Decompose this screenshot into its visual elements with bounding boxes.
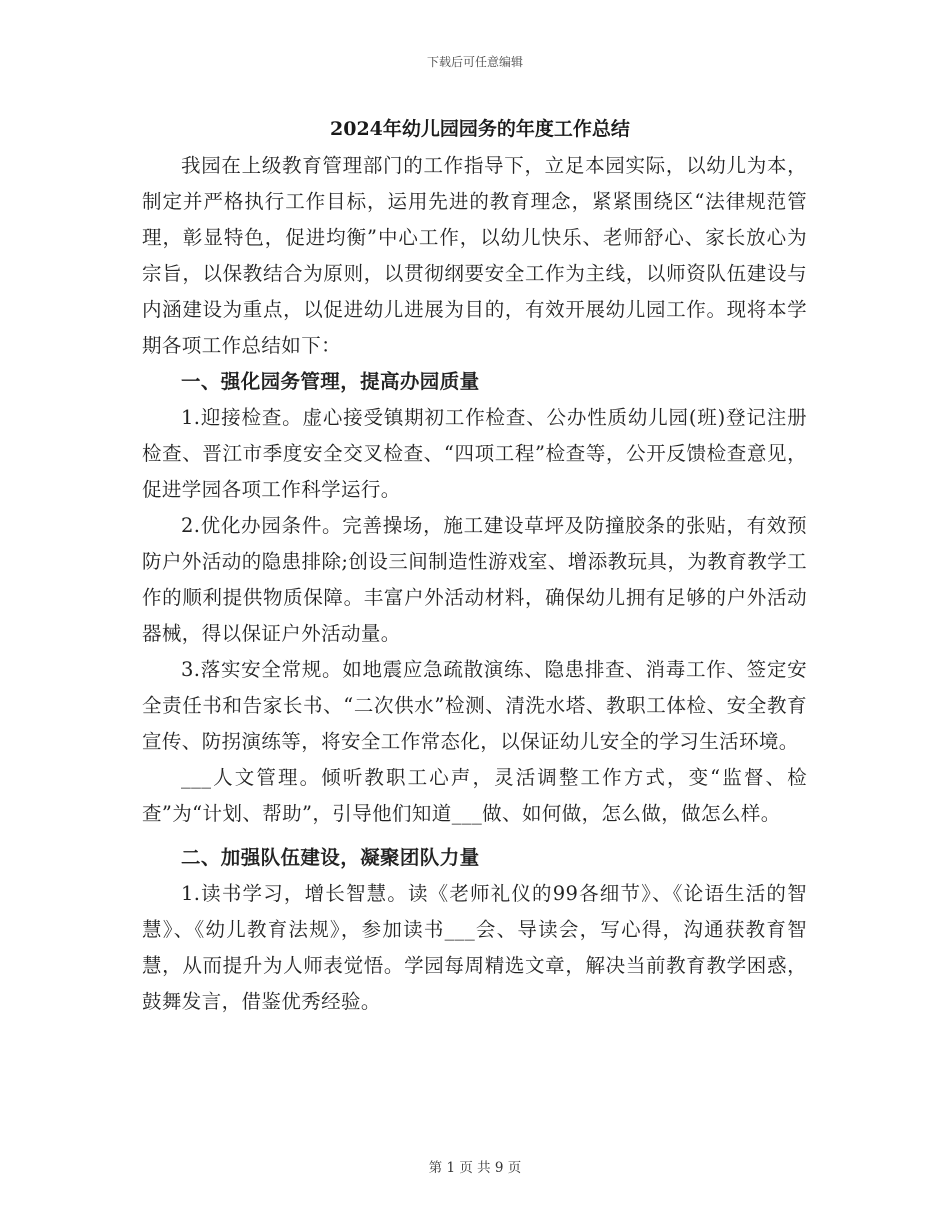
document-body [142,114,807,1020]
page-header-note: 下载后可任意编辑 [426,55,523,69]
section1-paragraph-2: 2.优化办园条件。完善操场，施工建设草坪及防撞胶条的张贴，有效预防户外活动的隐患排除;创设三间制造性游戏室、增添教玩具，为教育教学工作的顺利提供物质保障。丰富户外活动材料，确保幼儿拥有足够的户外活动器械，得以保证户外活动量。 [142,514,807,645]
document-title: 2024年幼儿园园务的年度工作总结 [330,118,630,140]
section1-paragraph-3: 3.落实安全常规。如地震应急疏散演练、隐患排查、消毒工作、签定安全责任书和告家长书、“二次供水”检测、清洗水塔、教职工体检、安全教育宣传、防拐演练等，将安全工作常态化，以保证幼儿安全的学习生活环境。 [142,658,807,753]
intro-paragraph: 我园在上级教育管理部门的工作指导下，立足本园实际，以幼儿为本，制定并严格执行工作目标，运用先进的教育理念，紧紧围绕区“法律规范管理，彰显特色，促进均衡”中心工作，以幼儿快乐、老师舒心、家长放心为宗旨，以保教结合为原则，以贯彻纲要安全工作为主线，以师资队伍建设与内涵建设为重点，以促进幼儿进展为目的，有效开展幼儿园工作。现将本学期各项工作总结如下： [142,154,807,357]
page-footer-number: 第 1 页 共 9 页 [428,1160,522,1176]
section1-paragraph-1: 1.迎接检查。虚心接受镇期初工作检查、公办性质幼儿园(班)登记注册检查、晋江市季度安全交叉检查、“四项工程”检查等，公开反馈检查意见，促进学园各项工作科学运行。 [142,406,807,501]
section1-paragraph-4: ___人文管理。倾听教职工心声，灵活调整工作方式，变“监督、检查”为“计划、帮助”，引导他们知道___做、如何做，怎么做，做怎么样。 [142,766,807,825]
section2-heading: 二、加强队伍建设，凝聚团队力量 [181,846,480,869]
section2-paragraph-1: 1.读书学习，增长智慧。读《老师礼仪的99各细节》、《论语生活的智慧》、《幼儿教育法规》，参加读书___会、导读会，写心得，沟通获教育智慧，从而提升为人师表觉悟。学园每周精选文章，解决当前教育教学困惑，鼓舞发言，借鉴优秀经验。 [142,882,807,1013]
section1-heading: 一、强化园务管理，提高办园质量 [181,370,480,393]
